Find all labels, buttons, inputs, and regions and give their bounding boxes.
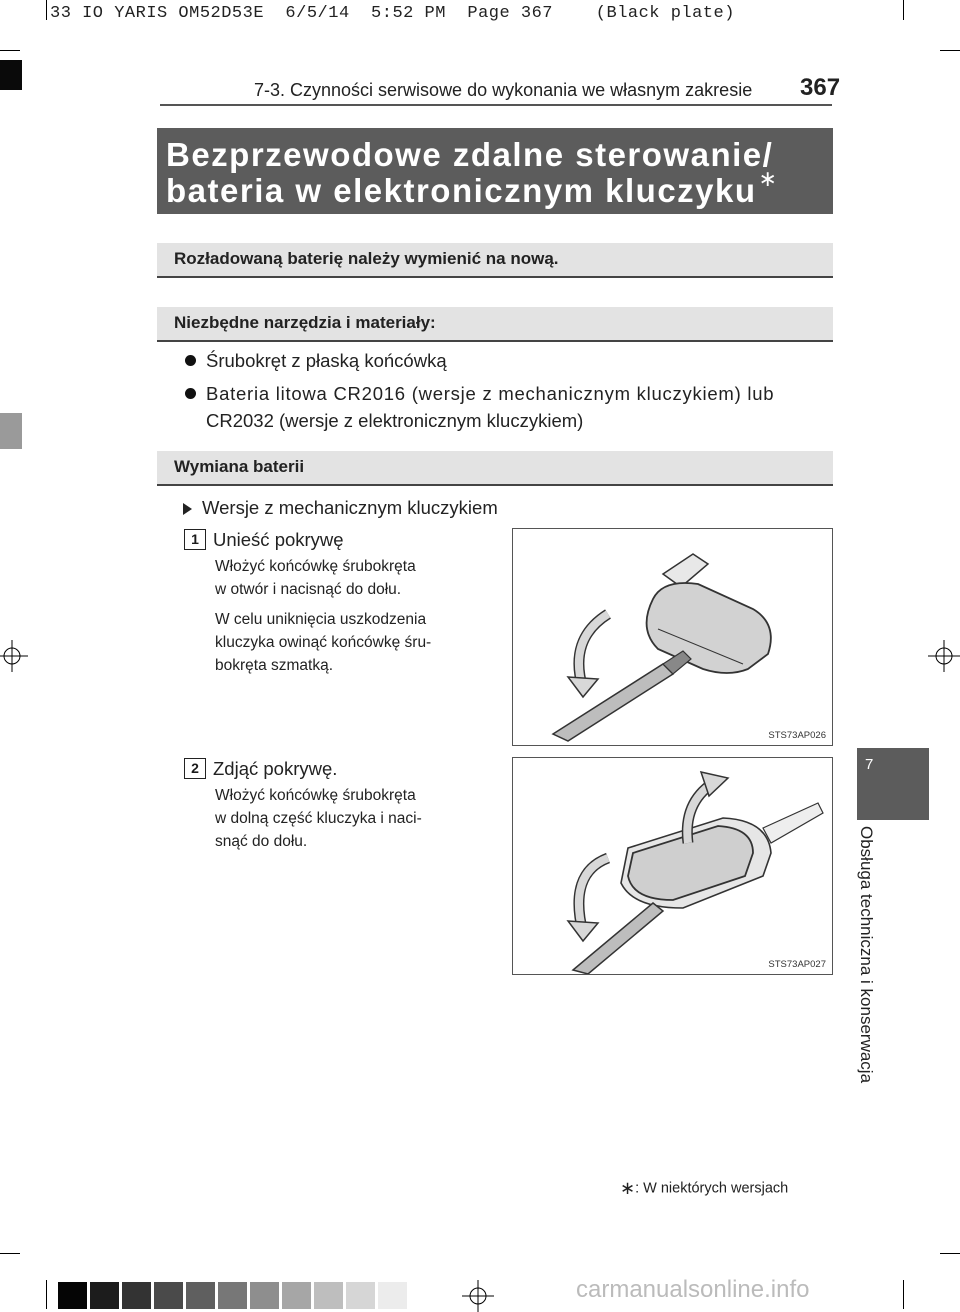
color-swatch (186, 1282, 215, 1309)
color-swatch (90, 1282, 119, 1309)
tools-list-item (185, 380, 833, 407)
tools-list-item (185, 347, 447, 374)
intro-box (157, 243, 833, 278)
title-asterisk: ∗ (758, 166, 779, 191)
key-fob-lift-cover-illustration (513, 529, 832, 745)
crop-mark (0, 50, 20, 51)
watermark: carmanualsonline.info (576, 1276, 810, 1303)
registration-mark-icon (462, 1280, 494, 1312)
crop-mark (940, 1253, 960, 1254)
crop-mark (903, 0, 904, 20)
color-swatch (282, 1282, 311, 1309)
step-1-desc-line: w otwór i nacisnąć do dołu. (215, 581, 402, 598)
step-2-figure (512, 757, 833, 975)
chapter-number: 7 (865, 756, 874, 773)
key-fob-remove-cover-illustration (513, 758, 832, 974)
printer-slug: 33 IO YARIS OM52D53E 6/5/14 5:52 PM Page 367 (Black plate) (50, 4, 735, 23)
black-corner-tab (0, 60, 22, 90)
crop-mark (903, 1280, 904, 1309)
running-header: 7-3. Czynności serwisowe do wykonania we własnym zakresie (254, 80, 753, 100)
step-1-figure (512, 528, 833, 746)
step-2-title: Zdjąć pokrywę. (213, 758, 338, 779)
tool-2-text: Bateria litowa CR2016 (wersje z mechanicznym kluczykiem) lub (206, 383, 775, 404)
chapter-label: Obsługa techniczna i konserwacja (857, 826, 876, 1084)
chapter-label-vertical (846, 826, 886, 1126)
step-1-desc-line: Włożyć końcówkę śrubokręta (215, 558, 416, 575)
step-1-desc-line: bokręta szmatką. (215, 657, 334, 674)
color-swatch (314, 1282, 343, 1309)
tool-1-text: Śrubokręt z płaską końcówką (206, 350, 447, 371)
bullet-icon (185, 388, 196, 399)
color-swatch (122, 1282, 151, 1309)
left-gray-tab (0, 413, 22, 449)
step-1-number: 1 (184, 529, 206, 550)
color-swatch (346, 1282, 375, 1309)
step-2-number: 2 (184, 758, 206, 779)
page-number: 367 (800, 74, 841, 101)
crop-mark (46, 0, 47, 20)
footnote-text: : W niektórych wersjach (635, 1180, 789, 1197)
step-2-desc-line: Włożyć końcówkę śrubokręta (215, 787, 416, 804)
footnote-asterisk: ∗ (620, 1178, 636, 1198)
footnote (620, 1178, 788, 1199)
step-2-desc-line: snąć do dołu. (215, 833, 308, 850)
crop-mark (46, 1280, 47, 1309)
tools-heading-box (157, 307, 833, 342)
variant-heading (183, 494, 498, 521)
triangle-bullet-icon (183, 503, 192, 515)
step-1-desc-line: kluczyka owinąć końcówkę śru- (215, 634, 432, 651)
step-2-desc-line: w dolną część kluczyka i naci- (215, 810, 422, 827)
chapter-tab (857, 748, 929, 820)
step-1-title: Unieść pokrywę (213, 529, 344, 550)
bullet-icon (185, 355, 196, 366)
page-title-line-2-text: bateria w elektronicznym kluczyku (166, 172, 757, 209)
color-swatch (58, 1282, 87, 1309)
registration-mark-icon (928, 640, 960, 672)
tools-heading: Niezbędne narzędzia i materiały: (174, 313, 436, 332)
header-rule (160, 104, 832, 106)
tool-2-continuation: CR2032 (wersje z elektronicznym kluczykiem) (206, 410, 584, 431)
figure-code: STS73AP026 (768, 730, 826, 741)
replace-heading-box (157, 451, 833, 486)
step-1-desc-line: W celu uniknięcia uszkodzenia (215, 611, 427, 628)
color-swatch (250, 1282, 279, 1309)
page-title-line-2 (166, 166, 779, 210)
color-swatch (378, 1282, 407, 1309)
crop-mark (940, 50, 960, 51)
replace-heading: Wymiana baterii (174, 457, 305, 476)
variant-text: Wersje z mechanicznym kluczykiem (202, 497, 498, 518)
page-title-line-1: Bezprzewodowe zdalne sterowanie/ (166, 136, 774, 173)
color-swatch (218, 1282, 247, 1309)
registration-mark-icon (0, 640, 28, 672)
intro-text: Rozładowaną baterię należy wymienić na nową. (174, 249, 559, 268)
crop-mark (0, 1253, 20, 1254)
color-swatch (154, 1282, 183, 1309)
figure-code: STS73AP027 (768, 959, 826, 970)
